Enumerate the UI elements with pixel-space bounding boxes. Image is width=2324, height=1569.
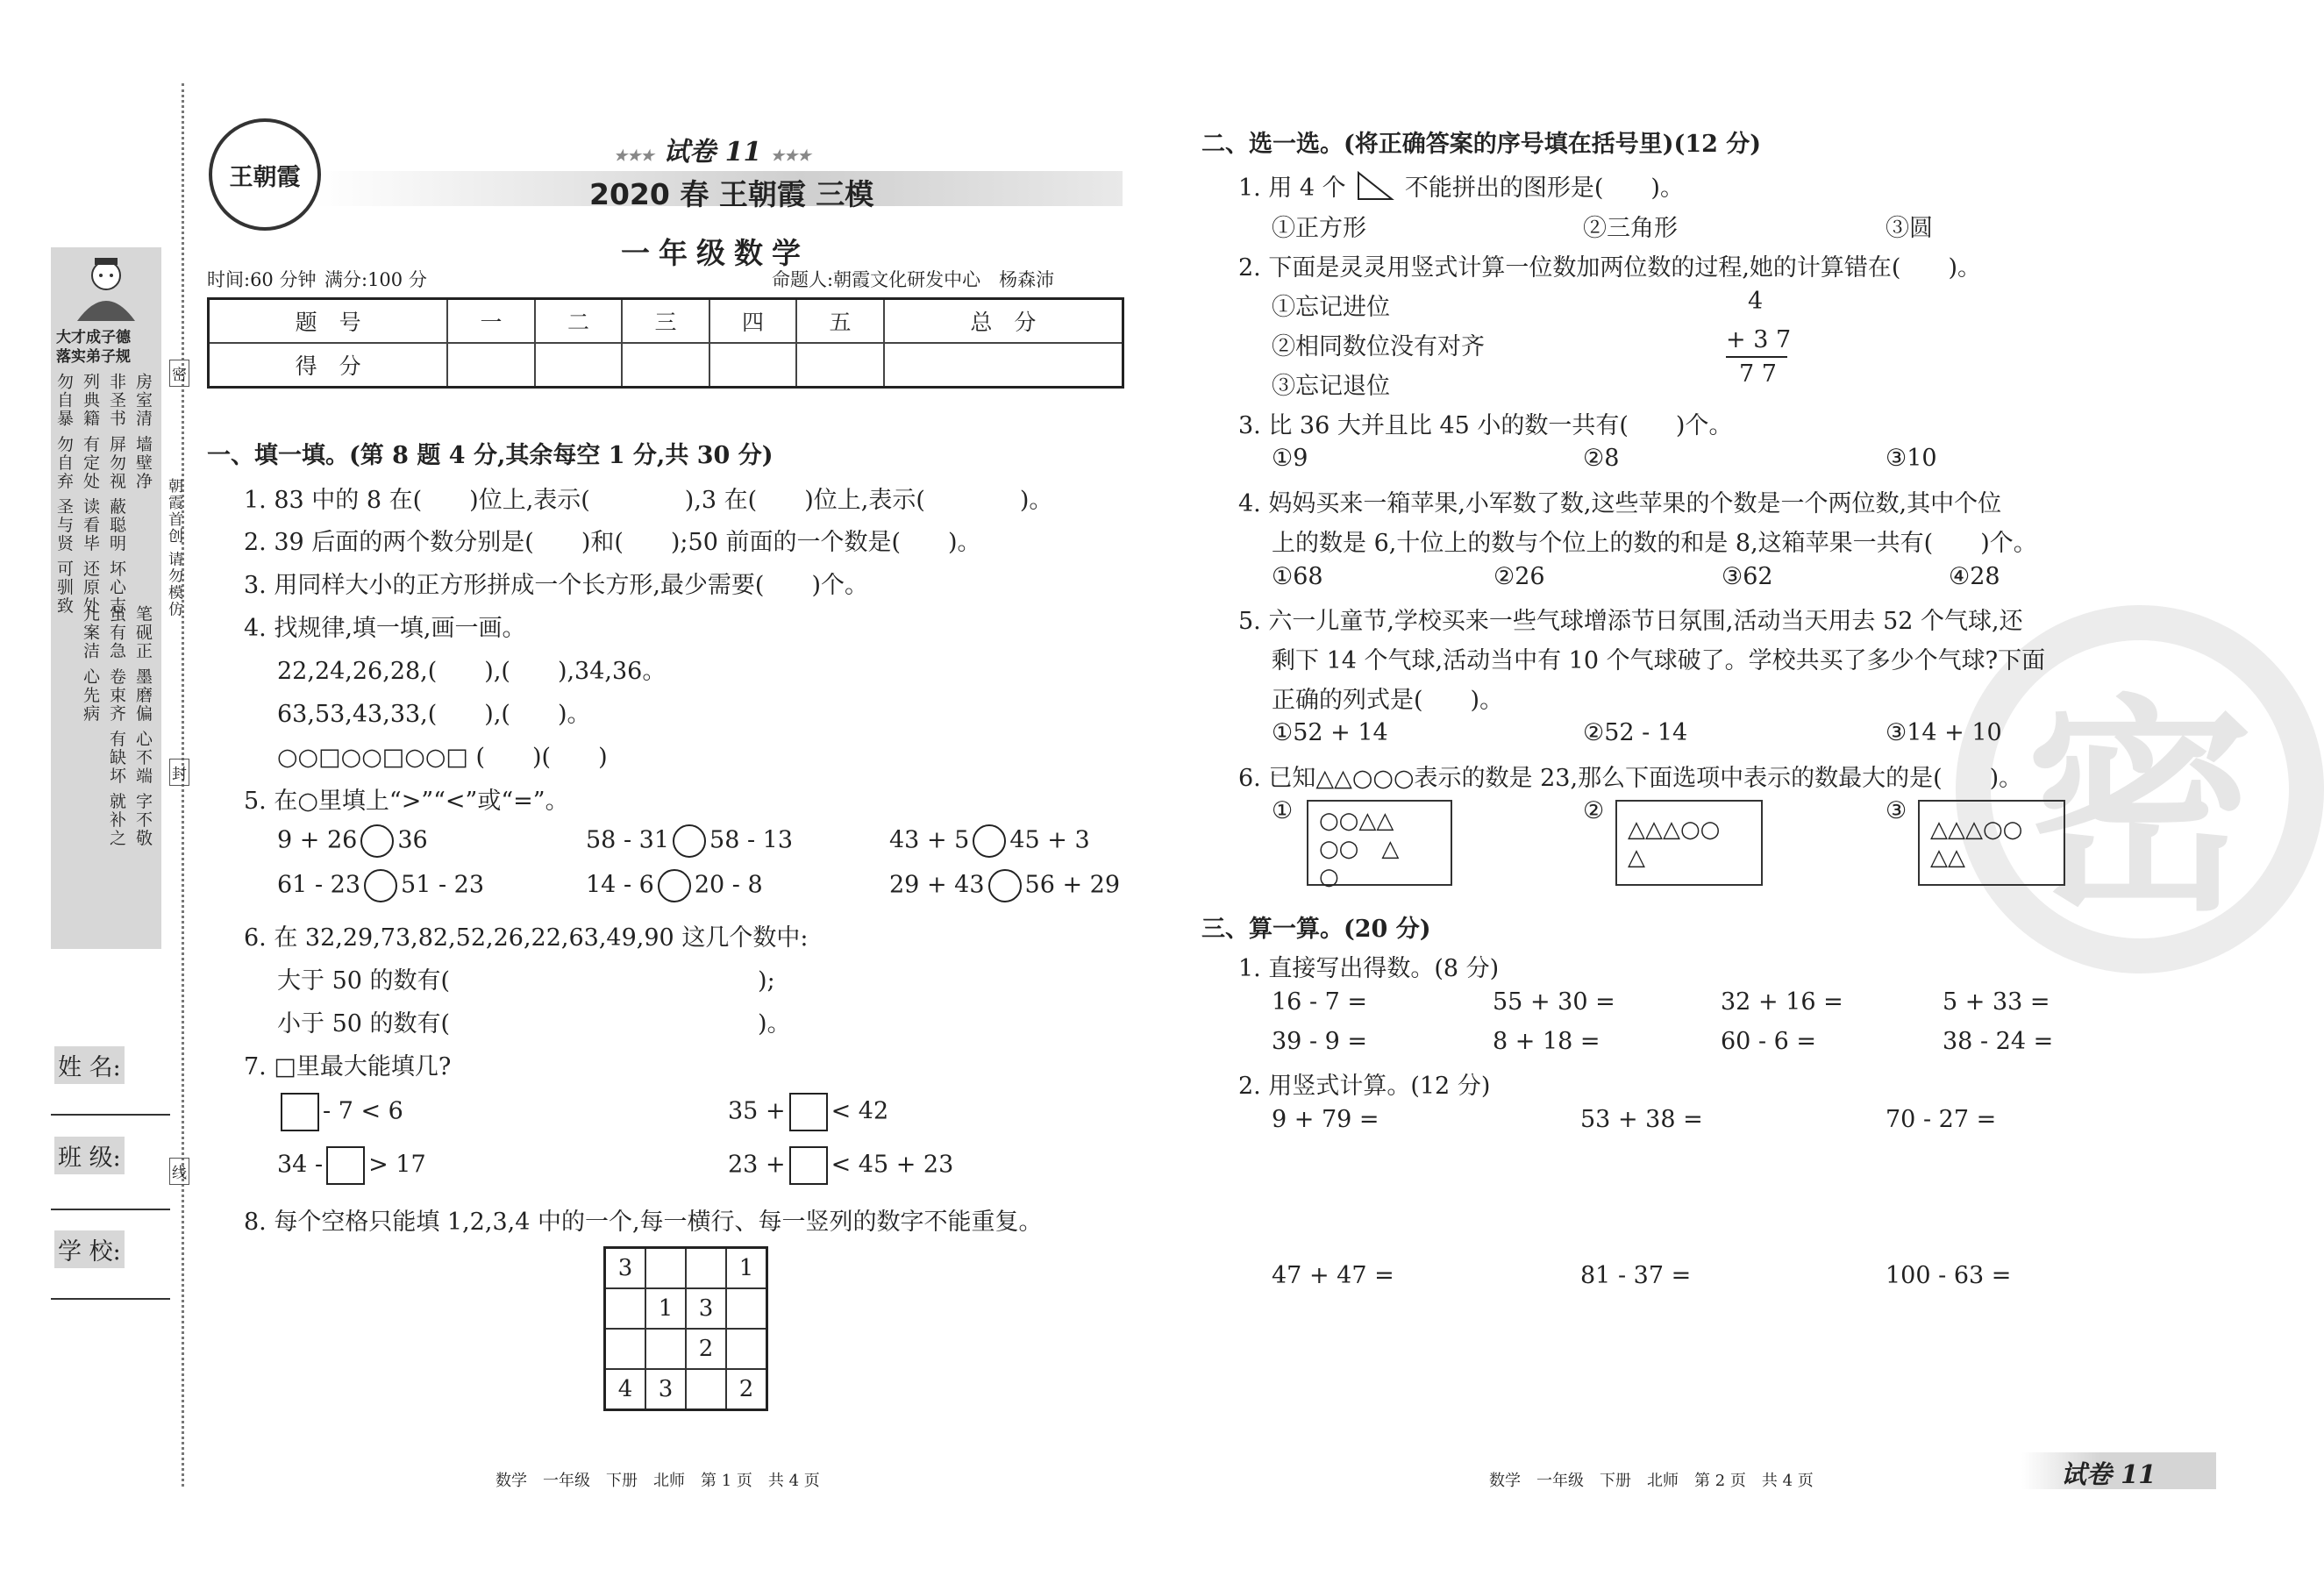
- oral-calc-item: 16 - 7 =: [1272, 988, 1368, 1016]
- option[interactable]: ②52 - 14: [1583, 719, 1688, 746]
- column-calc-item: 47 + 47 =: [1272, 1262, 1394, 1289]
- box-before: 35 +: [728, 1097, 786, 1125]
- compare-item: [277, 869, 484, 902]
- score-header-cell: 一: [447, 299, 535, 344]
- sidebar-quote: 笔砚正 墨磨偏 心不端 字不敬: [133, 605, 153, 848]
- star-icon: ★★★: [614, 147, 654, 165]
- class-field-label: 班 级:: [54, 1137, 125, 1174]
- sidebar-banner-bottom: 落实弟子规: [56, 348, 131, 366]
- s1-q6-b: 小于 50 的数有( )。: [277, 1010, 791, 1038]
- score-cell[interactable]: [796, 343, 884, 388]
- option[interactable]: ②8: [1583, 445, 1620, 472]
- compare-right: 20 - 8: [694, 871, 763, 899]
- box-after: < 42: [831, 1097, 889, 1125]
- compare-right: 36: [397, 826, 428, 854]
- sidebar-portrait: [68, 254, 144, 323]
- s1-q4-row-a: 22,24,26,28,( ),( ),34,36。: [277, 658, 667, 685]
- s1-q6-a: 大于 50 的数有( );: [277, 967, 775, 995]
- logo-text: 王朝霞: [229, 163, 301, 191]
- score-table: [207, 297, 1124, 389]
- shape-row: ○○ △: [1319, 836, 1400, 862]
- shape-row: △: [1628, 845, 1645, 871]
- footer-right: 数学 一年级 下册 北师 第 2 页 共 4 页: [1489, 1472, 1814, 1490]
- compare-left: 14 - 6: [586, 871, 654, 899]
- oral-calc-item: 38 - 24 =: [1943, 1028, 2054, 1055]
- s1-q3: 3. 用同样大小的正方形拼成一个长方形,最少需要( )个。: [244, 572, 868, 599]
- oral-calc-item: 55 + 30 =: [1493, 988, 1615, 1016]
- box-item: [728, 1093, 888, 1131]
- fold-label: 密: [169, 360, 189, 387]
- s2-q5-line3: 正确的列式是( )。: [1272, 687, 1504, 714]
- oral-calc-item: 32 + 16 =: [1721, 988, 1843, 1016]
- sudoku-cell[interactable]: [645, 1329, 686, 1369]
- section1-title: 一、填一填。(第 8 题 4 分,其余每空 1 分,共 30 分): [207, 442, 773, 469]
- exam-title: 2020 春 王朝霞 三模: [589, 177, 874, 211]
- s2-q2: 2. 下面是灵灵用竖式计算一位数加两位数的过程,她的计算错在( )。: [1238, 254, 1981, 282]
- sudoku-cell: 3: [645, 1369, 686, 1410]
- s1-q4-row-c: ○○□○○□○○□ ( )( ): [277, 744, 608, 771]
- footer-left: 数学 一年级 下册 北师 第 1 页 共 4 页: [495, 1472, 820, 1490]
- option-label[interactable]: ②: [1583, 797, 1605, 824]
- compare-left: 58 - 31: [586, 826, 670, 854]
- compare-item: [586, 869, 763, 902]
- score-header-cell: 题 号: [209, 299, 448, 344]
- vertical-calc-result: 7 7: [1739, 360, 1777, 388]
- compare-item: [889, 869, 1120, 902]
- option[interactable]: ③圆: [1886, 215, 1933, 242]
- compare-left: 9 + 26: [277, 826, 358, 854]
- score-header-cell: 三: [622, 299, 709, 344]
- class-field-line[interactable]: [51, 1209, 170, 1210]
- score-row-label: 得 分: [209, 343, 448, 388]
- sidebar-quote: 房室清 墙壁净: [133, 373, 153, 491]
- option[interactable]: ①9: [1272, 445, 1308, 472]
- star-icon: ★★★: [770, 147, 811, 165]
- compare-circle[interactable]: [988, 869, 1022, 902]
- box-after: > 17: [368, 1151, 426, 1179]
- score-cell[interactable]: [535, 343, 623, 388]
- s1-q1: 1. 83 中的 8 在( )位上,表示( ),3 在( )位上,表示( )。: [244, 487, 1053, 514]
- s2-q5-line2: 剩下 14 个气球,活动当中有 10 个气球破了。学校共买了多少个气球?下面: [1272, 647, 2046, 674]
- s1-q4-row-b: 63,53,43,33,( ),( )。: [277, 701, 591, 728]
- s1-q8: 8. 每个空格只能填 1,2,3,4 中的一个,每一横行、每一竖列的数字不能重复。: [244, 1209, 1043, 1236]
- option[interactable]: ③14 + 10: [1886, 719, 2002, 746]
- subject-title: 一年级数学: [621, 236, 809, 270]
- compare-right: 58 - 13: [709, 826, 794, 854]
- vertical-calc-top: 4: [1748, 288, 1764, 315]
- s1-q6: 6. 在 32,29,73,82,52,26,22,63,49,90 这几个数中:: [244, 924, 809, 952]
- score-header-cell: 五: [796, 299, 884, 344]
- compare-circle[interactable]: [658, 869, 691, 902]
- score-table-score-row: [209, 343, 1123, 388]
- s2-q4-line1: 4. 妈妈买来一箱苹果,小军数了数,这些苹果的个数是一个两位数,其中个位: [1238, 490, 2002, 517]
- sudoku-cell[interactable]: [605, 1288, 646, 1329]
- sudoku-cell: 2: [726, 1369, 767, 1410]
- name-field-label: 姓 名:: [54, 1046, 125, 1084]
- sudoku-cell: 3: [605, 1248, 646, 1289]
- sudoku-cell[interactable]: [686, 1369, 726, 1410]
- name-field-line[interactable]: [51, 1114, 170, 1116]
- box-item: [277, 1146, 426, 1185]
- compare-right: 56 + 29: [1024, 871, 1121, 899]
- sudoku-row: [605, 1248, 767, 1289]
- shape-option-box[interactable]: [1918, 800, 2065, 886]
- shape-row: ○: [1319, 864, 1339, 890]
- sudoku-cell: 2: [686, 1329, 726, 1369]
- sudoku-cell: 4: [605, 1369, 646, 1410]
- s1-q5: 5. 在○里填上“>”“<”或“=”。: [244, 788, 569, 815]
- compare-circle[interactable]: [973, 824, 1006, 858]
- s1-q4: 4. 找规律,填一填,画一画。: [244, 615, 526, 642]
- school-field-line[interactable]: [51, 1298, 170, 1300]
- sudoku-grid: [603, 1246, 768, 1411]
- sidebar-quote: 勿自暴 勿自弃 圣与贤 可驯致: [54, 373, 74, 616]
- answer-box[interactable]: [789, 1146, 828, 1185]
- score-cell[interactable]: [622, 343, 709, 388]
- vertical-calc-line: [1726, 356, 1787, 358]
- footer-tab-text: 试卷 11: [2061, 1459, 2156, 1489]
- box-before: 34 -: [277, 1151, 324, 1179]
- option[interactable]: ②相同数位没有对齐: [1272, 333, 1485, 360]
- shape-row: △△: [1930, 845, 1965, 871]
- s2-q1-tail: 不能拼出的图形是( )。: [1404, 175, 1684, 202]
- option[interactable]: ②26: [1493, 563, 1545, 590]
- sudoku-cell[interactable]: [726, 1288, 767, 1329]
- vertical-calc-middle: + 3 7: [1726, 326, 1792, 353]
- oral-calc-item: 60 - 6 =: [1721, 1028, 1817, 1055]
- compare-right: 51 - 23: [401, 871, 485, 899]
- box-item: [277, 1093, 403, 1131]
- s2-q1-text: 1. 用 4 个: [1238, 175, 1346, 202]
- author-label: 命题人:朝霞文化研发中心 杨森沛: [772, 269, 1055, 290]
- score-label: 满分:100 分: [324, 269, 427, 290]
- s2-q5-line1: 5. 六一儿童节,学校买来一些气球增添节日氛围,活动当天用去 52 个气球,还: [1238, 608, 2023, 635]
- sidebar-quotes-2: [61, 605, 153, 938]
- sudoku-cell[interactable]: [605, 1329, 646, 1369]
- column-calc-item: 70 - 27 =: [1886, 1106, 1997, 1133]
- compare-left: 29 + 43: [889, 871, 985, 899]
- shape-row: △△△○○: [1930, 817, 2023, 843]
- paper-number-text: 试卷 11: [663, 137, 762, 168]
- sudoku-row: [605, 1288, 767, 1329]
- option[interactable]: ①忘记进位: [1272, 294, 1390, 321]
- shape-option-box[interactable]: [1307, 800, 1452, 890]
- fold-label: 线: [169, 1158, 189, 1185]
- s1-q2: 2. 39 后面的两个数分别是( )和( );50 前面的一个数是( )。: [244, 529, 981, 556]
- s2-q6: 6. 已知△△○○○表示的数是 23,那么下面选项中表示的数最大的是( )。: [1238, 765, 2023, 792]
- shape-option-box[interactable]: [1615, 800, 1763, 886]
- option[interactable]: ①68: [1272, 563, 1323, 590]
- option[interactable]: ④28: [1949, 563, 2000, 590]
- option[interactable]: ③62: [1722, 563, 1773, 590]
- box-after: < 45 + 23: [831, 1151, 954, 1179]
- s2-q3: 3. 比 36 大并且比 45 小的数一共有( )个。: [1238, 412, 1733, 439]
- score-header-cell: 四: [709, 299, 797, 344]
- sudoku-row: [605, 1369, 767, 1410]
- box-item: [728, 1146, 953, 1185]
- time-label: 时间:60 分钟: [207, 269, 317, 290]
- column-calc-item: 81 - 37 =: [1580, 1262, 1692, 1289]
- margin-note: 朝霞首创 请勿模仿: [165, 478, 182, 618]
- sudoku-cell[interactable]: [686, 1248, 726, 1289]
- score-cell[interactable]: [447, 343, 535, 388]
- answer-box[interactable]: [789, 1093, 828, 1131]
- oral-calc-item: 39 - 9 =: [1272, 1028, 1368, 1055]
- option[interactable]: ①52 + 14: [1272, 719, 1388, 746]
- sidebar-quote: 虽有急 卷束齐 有缺坏 就补之: [107, 605, 126, 848]
- compare-circle[interactable]: [673, 824, 706, 858]
- compare-circle[interactable]: [360, 824, 394, 858]
- s2-q1: [1238, 168, 1684, 207]
- compare-left: 61 - 23: [277, 871, 361, 899]
- sidebar-quote: 儿案洁 心先病: [81, 605, 100, 724]
- sudoku-cell: 1: [645, 1288, 686, 1329]
- compare-right: 45 + 3: [1009, 826, 1090, 854]
- sudoku-cell: 1: [726, 1248, 767, 1289]
- score-cell[interactable]: [709, 343, 797, 388]
- sudoku-row: [605, 1329, 767, 1369]
- sidebar-quote: 非圣书 屏勿视 蔽聪明 坏心志: [107, 373, 126, 616]
- section2-title: 二、选一选。(将正确答案的序号填在括号里)(12 分): [1201, 131, 1762, 158]
- sudoku-cell[interactable]: [726, 1329, 767, 1369]
- fold-label: 封: [169, 759, 189, 786]
- answer-box[interactable]: [326, 1146, 365, 1185]
- option[interactable]: ①正方形: [1272, 215, 1366, 242]
- oral-calc-item: 8 + 18 =: [1493, 1028, 1600, 1055]
- option-label[interactable]: ①: [1272, 797, 1294, 824]
- oral-calc-item: 5 + 33 =: [1943, 988, 2050, 1016]
- shape-row: ○○△△: [1319, 808, 1394, 834]
- compare-item: [277, 824, 428, 858]
- column-calc-item: 9 + 79 =: [1272, 1106, 1379, 1133]
- paper-number: [614, 130, 811, 168]
- logo-emblem: [209, 118, 321, 231]
- sidebar-banner-top: 大才成子德: [56, 329, 131, 346]
- watermark-text: 密: [2026, 674, 2254, 942]
- compare-circle[interactable]: [364, 869, 397, 902]
- score-table-header-row: [209, 299, 1123, 344]
- s1-q7: 7. □里最大能填几?: [244, 1053, 452, 1080]
- compare-left: 43 + 5: [889, 826, 970, 854]
- score-header-cell: 总 分: [884, 299, 1123, 344]
- compare-item: [586, 824, 793, 858]
- compare-item: [889, 824, 1090, 858]
- column-calc-item: 100 - 63 =: [1886, 1262, 2012, 1289]
- option[interactable]: ③忘记退位: [1272, 373, 1390, 400]
- answer-box[interactable]: [281, 1093, 319, 1131]
- score-cell[interactable]: [884, 343, 1123, 388]
- s3-q2: 2. 用竖式计算。(12 分): [1238, 1073, 1491, 1100]
- shape-row: △△△○○: [1628, 817, 1721, 843]
- column-calc-item: 53 + 38 =: [1580, 1106, 1703, 1133]
- s2-q4-line2: 上的数是 6,十位上的数与个位上的数的和是 8,这箱苹果一共有( )个。: [1272, 530, 2037, 557]
- box-before: 23 +: [728, 1151, 786, 1179]
- sudoku-cell: 3: [686, 1288, 726, 1329]
- section3-title: 三、算一算。(20 分): [1201, 916, 1431, 943]
- option[interactable]: ③10: [1886, 445, 1937, 472]
- box-after: - 7 < 6: [323, 1097, 403, 1125]
- sudoku-cell[interactable]: [645, 1248, 686, 1289]
- school-field-label: 学 校:: [54, 1230, 125, 1268]
- s3-q1: 1. 直接写出得数。(8 分): [1238, 955, 1500, 982]
- right-triangle-icon: [1357, 171, 1394, 207]
- sidebar-quote: 列典籍 有定处 读看毕 还原处: [81, 373, 100, 616]
- score-header-cell: 二: [535, 299, 623, 344]
- option-label[interactable]: ③: [1886, 797, 1907, 824]
- option[interactable]: ②三角形: [1583, 215, 1678, 242]
